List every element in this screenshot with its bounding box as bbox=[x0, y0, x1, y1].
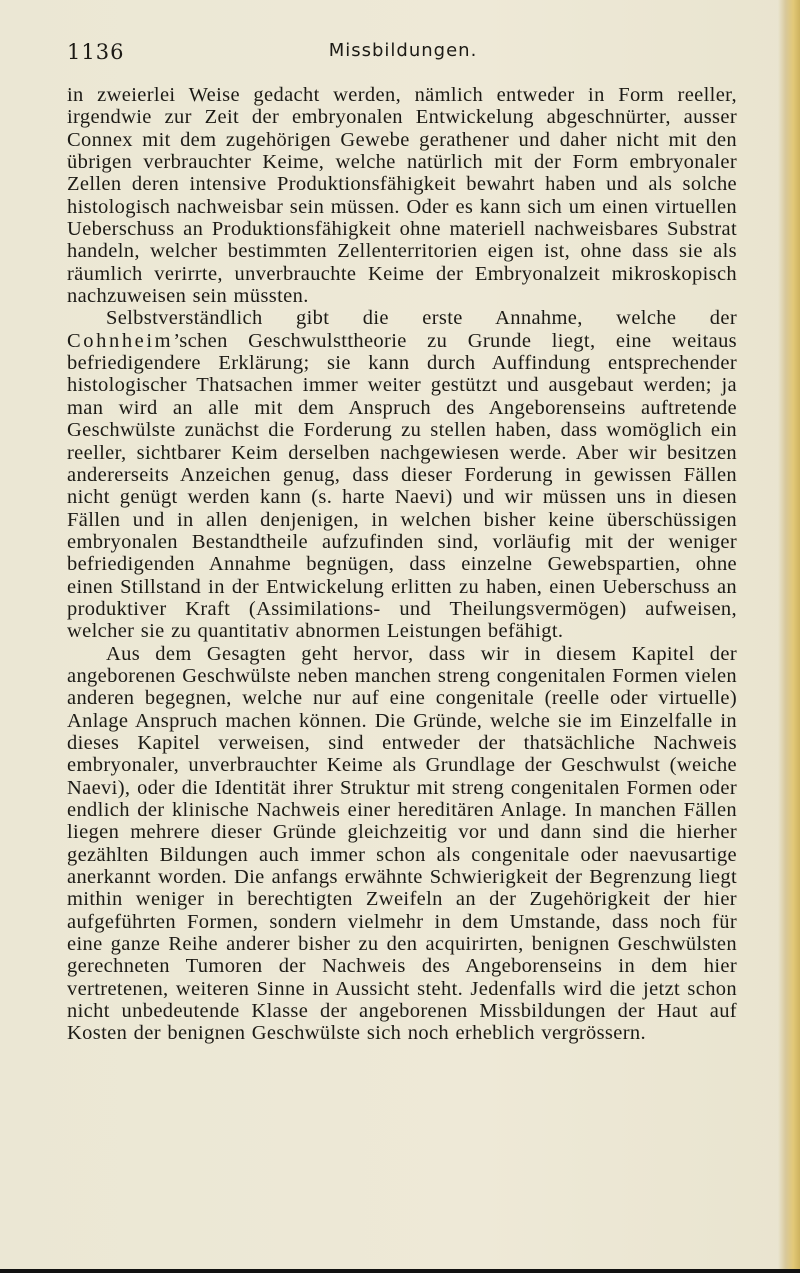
body-text bbox=[67, 84, 737, 1045]
running-title: Missbildungen. bbox=[328, 40, 478, 61]
author-name-cohnheim: Cohnheim bbox=[67, 329, 174, 352]
paragraph-1: in zweierlei Weise gedacht werden, nämlich entweder in Form reeller, irgendwie zur Zeit der embryonalen Entwickelung abgeschnürter, ausser Connex mit dem zugehörigen Gewebe gerathener und daher nicht mit den übrigen verbrauchter Keime, welche natürlich mit der Form embryonaler Zellen deren intensive Produktionsfähigkeit bewahrt haben und als solche histologisch nachweisbar sein müssen. Oder es kann sich um einen virtuellen Ueberschuss an Produktionsfähigkeit ohne materiell nachweisbares Substrat handeln, welcher bestimmten Zellenterritorien eigen ist, ohne dass sie als räumlich verirrte, unverbrauchte Keime der Embryonalzeit mikroskopisch nachzuweisen sein müssten. bbox=[67, 84, 737, 308]
gilt-page-edge bbox=[778, 0, 800, 1273]
page-number: 1136 bbox=[67, 40, 125, 64]
paragraph-2 bbox=[67, 307, 737, 642]
paragraph-2-rest: ’schen Geschwulsttheorie zu Grunde liegt, eine weitaus befriedigendere Erklärung; sie kann durch Auffindung entsprechender histologischer Thatsachen immer weiter gestützt und ausgebaut werden; ja man wird an alle mit dem Anspruch des Angeborenseins auftretende Geschwülste zunächst die Forderung zu stellen haben, dass womöglich ein reeller, sichtbarer Keim derselben nachgewiesen werde. Aber wir besitzen andererseits Anzeichen genug, dass dieser Forderung in gewissen Fällen nicht genügt werden kann (s. harte Naevi) und wir müssen uns in diesen Fällen und in allen denjenigen, in welchen bisher keine überschüssigen embryonalen Bestandtheile aufzufinden sind, vorläufig mit der weniger befriedigenden Annahme begnügen, dass einzelne Gewebspartien, ohne einen Stillstand in der Entwickelung erlitten zu haben, einen Ueberschuss an produktiver Kraft (Assimilations- und Theilungsvermögen) aufweisen, welcher sie zu quantitativ abnormen Leistungen befähigt. bbox=[67, 329, 737, 643]
bottom-edge-line bbox=[0, 1269, 800, 1273]
paragraph-3: Aus dem Gesagten geht hervor, dass wir in diesem Kapitel der angeborenen Geschwülste neben manchen streng congenitalen Formen vielen anderen begegnen, welche nur auf eine congenitale (reelle oder virtuelle) Anlage Anspruch machen können. Die Gründe, welche sie im Einzelfalle in dieses Kapitel verweisen, sind entweder der thatsächliche Nachweis embryonaler, unverbrauchter Keime als Grundlage der Geschwulst (weiche Naevi), oder die Identität ihrer Struktur mit streng congenitalen Formen oder endlich der klinische Nachweis einer hereditären Anlage. In manchen Fällen liegen mehrere dieser Gründe gleichzeitig vor und dann sind die hierher gezählten Bildungen auch immer schon als congenitale oder naevusartige anerkannt worden. Die anfangs erwähnte Schwierigkeit der Begrenzung liegt mithin weniger in berechtigten Zweifeln an der Zugehörigkeit der hier aufgeführten Formen, sondern vielmehr in dem Umstande, dass noch für eine ganze Reihe anderer bisher zu den acquirirten, benignen Geschwülsten gerechneten Tumoren der Nachweis des Angeborenseins in dem hier vertretenen, weiteren Sinne in Aussicht steht. Jedenfalls wird die jetzt schon nicht unbedeutende Klasse der angeborenen Missbildungen der Haut auf Kosten der benignen Geschwülste sich noch erheblich vergrössern. bbox=[67, 642, 737, 1045]
paragraph-2-start: Selbstverständlich gibt die erste Annahme, welche der bbox=[105, 307, 737, 330]
page-header bbox=[67, 40, 739, 76]
